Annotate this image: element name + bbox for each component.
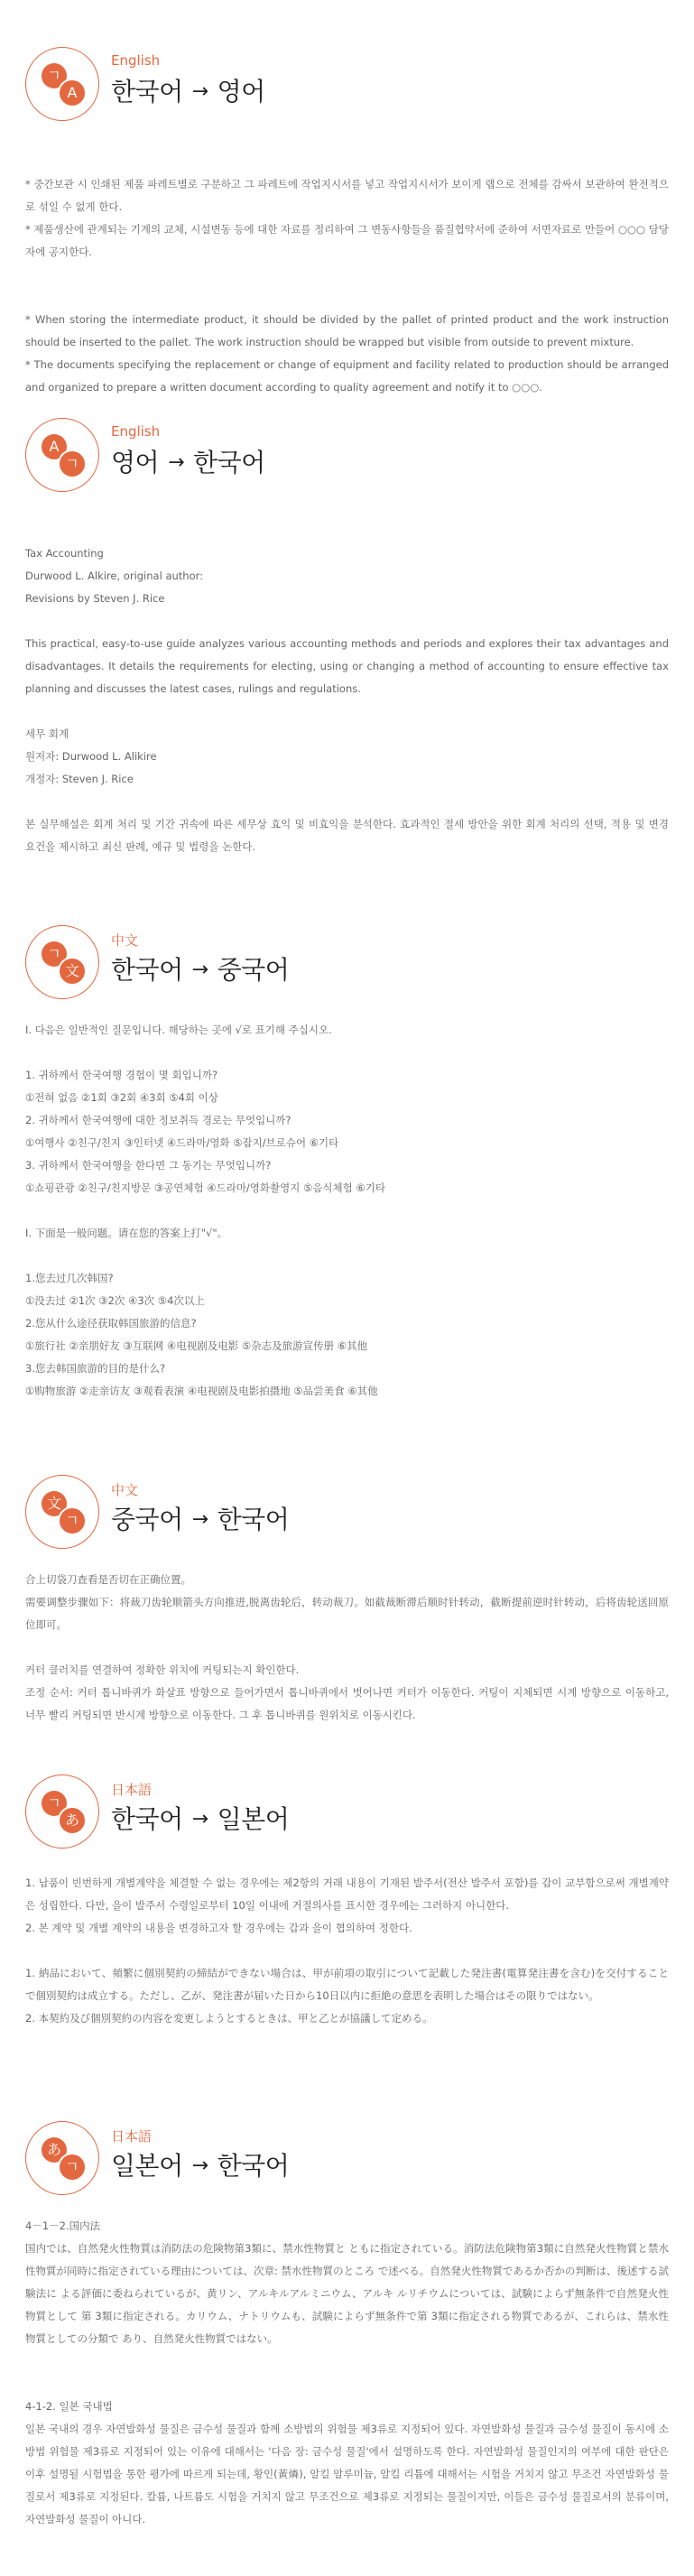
- sample-text: [25, 173, 669, 399]
- target-language: 중국어: [217, 955, 290, 985]
- direction-title: [111, 72, 265, 108]
- text-line: 2. 本契約及び個別契約の内容を変更しようとするときは、甲と乙とが協議して定める。: [25, 2012, 433, 2025]
- source-lang-glyph: ㄱ: [42, 1791, 67, 1816]
- sample-text: [25, 1569, 669, 1727]
- arrow-right-icon: →: [191, 959, 208, 981]
- text-line: * When storing the intermediate product, it should be divided by the pallet of printed product and the work instruction should be inserted to the pallet. The work instruction should be wrapped but visible from outside to prevent mixture.: [25, 313, 669, 348]
- target-language: 한국어: [217, 1505, 290, 1534]
- text-line: Revisions by Steven J. Rice: [25, 592, 165, 605]
- section-en-ko: [25, 418, 669, 858]
- section-header: [25, 47, 669, 128]
- arrow-right-icon: →: [191, 1508, 208, 1531]
- text-line: 国内では、自然発火性物質は消防法の危険物第3類に、禁水性物質と ともに指定されている。消防法危険物第3類に自然発火性物質と禁水性物質が同時に指定されている理由については、次章: 禁水性物質のところ で述べる。自然発火性物質であるか否かの判断は、後述する試験法に よる評価に委ねられているが、黄リン、アルキルアルミニウム、アルキ ルリチウムについては、試験によらず無条件で自然発火性物質として 第 3類に指定される。カリウム、ナトリウムも、試験によらず無条件で第 3類に指定される物質であるが、これらは、禁水性物質としての分類で あり、自然発火性物質ではない。: [25, 2242, 669, 2345]
- direction-title: [111, 1800, 289, 1836]
- source-language: 한국어: [111, 77, 183, 107]
- section-zh-ko: [25, 1475, 669, 1727]
- section-header: [25, 2121, 669, 2202]
- target-lang-glyph: A: [58, 79, 87, 107]
- direction-title: [111, 1500, 289, 1536]
- source-lang-glyph: 文: [42, 1491, 67, 1516]
- text-line: Durwood L. Alkire, original author:: [25, 570, 204, 582]
- direction-title: [111, 2146, 289, 2182]
- language-label: 日本語: [111, 2128, 153, 2145]
- text-line: 일본 국내의 경우 자연발화성 물질은 금수성 물질과 함께 소방법의 위험물 제3류로 지정되어 있다. 자연발화성 물질과 금수성 물질이 동시에 소방법 위험물 제3류로 지정되어 있는 이유에 대해서는 '다음 장: 금수성 물질'에서 설명하도록 한다. 자연발화성 물질인지의 여부에 대한 판단은 이후 설명될 시험법을 통한 평가에 따르게 되는데, 황인(黃燐), 알킬 알루미늄, 알킬 리튬에 대해서는 시험을 거치지 않고 무조건 자연발화성 물질로서 제3류로 지정된다. 칼륨, 나트륨도 시험을 거치지 않고 무조건으로 제3류로 지정되는 물질이지만, 이들은 금수성 물질로서의 분류이며, 자연발화성 물질이 아니다.: [25, 2423, 669, 2525]
- source-lang-glyph: ㄱ: [42, 941, 67, 967]
- section-header: [25, 418, 669, 499]
- language-pair-icon: [25, 1475, 99, 1549]
- text-line: 세무 회계: [25, 727, 69, 740]
- target-lang-glyph: 文: [58, 957, 87, 986]
- text-line: * The documents specifying the replacement or change of equipment and facility related to production should be arranged and organized to prepare a written document according to quality agreement and notify it to ○○○.: [25, 358, 669, 394]
- text-line: 2. 본 계약 및 개별 계약의 내용을 변경하고자 할 경우에는 갑과 을이 협의하여 정한다.: [25, 1922, 412, 1934]
- section-ko-ja: [25, 1774, 669, 2030]
- language-label: 日本語: [111, 1782, 153, 1798]
- text-line: ①쇼핑관광 ②친구/친지방문 ③공연체험 ④드라마/영화촬영지 ⑤음식체험 ⑥기타: [25, 1181, 385, 1194]
- target-lang-glyph: あ: [58, 1806, 87, 1835]
- text-line: ①旅行社 ②亲朋好友 ③互联网 ④电视剧及电影 ⑤杂志及旅游宣传册 ⑥其他: [25, 1339, 368, 1352]
- section-header: [25, 1774, 669, 1856]
- text-line: ①没去过 ②1次 ③2次 ④3次 ⑤4次以上: [25, 1294, 205, 1307]
- language-pair-icon: [25, 47, 99, 121]
- section-header: [25, 1475, 669, 1556]
- text-line: 合上切袋刀查看是否切在正确位置。: [25, 1573, 191, 1586]
- text-line: 2. 귀하께서 한국여행에 대한 정보취득 경로는 무엇입니까?: [25, 1114, 291, 1126]
- text-line: Ⅰ. 下面是一般问题。请在您的答案上打"√"。: [25, 1227, 228, 1239]
- text-line: 4-1-2. 일본 국내법: [25, 2400, 113, 2413]
- target-language: 일본어: [217, 1804, 290, 1834]
- text-line: * 제품생산에 관계되는 기계의 교체, 시설변동 등에 대한 자료를 정리하여 그 변동사항들을 품질협약서에 준하여 서면자료로 만들어 ○○○ 담당자에 공지한다.: [25, 223, 669, 258]
- text-line: 1. 納品において、頻繁に個別契約の締結ができない場合は、甲が前項の取引について記載した発注書(電算発注書を含む)を交付することで個別契約は成立する。ただし、乙が、発注書が届いた日から10日以内に拒絶の意思を表明した場合はその限りではない。: [25, 1967, 669, 2002]
- source-lang-glyph: A: [42, 434, 67, 459]
- language-pair-icon: [25, 418, 99, 492]
- text-line: 2.您从什么途径获取韩国旅游的信息?: [25, 1317, 197, 1330]
- target-lang-glyph: ㄱ: [58, 2153, 87, 2182]
- source-language: 한국어: [111, 955, 183, 985]
- target-lang-glyph: ㄱ: [58, 449, 87, 478]
- section-ko-zh: [25, 925, 669, 1403]
- text-line: 1.您去过几次韩国?: [25, 1272, 114, 1284]
- arrow-right-icon: →: [191, 80, 208, 103]
- language-label: 中文: [111, 1482, 139, 1498]
- text-line: ①购物旅游 ②走亲访友 ③观看表演 ④电视剧及电影拍摄地 ⑤品尝美食 ⑥其他: [25, 1385, 378, 1397]
- text-line: Tax Accounting: [25, 547, 104, 560]
- text-line: ①전혀 없음 ②1회 ③2회 ④3회 ⑤4회 이상: [25, 1091, 218, 1104]
- target-lang-glyph: ㄱ: [58, 1506, 87, 1535]
- section-ko-en: [25, 47, 669, 399]
- text-line: 본 실무해설은 회계 처리 및 기간 귀속에 따른 세무상 효익 및 비효익을 분석한다. 효과적인 절세 방안을 위한 회계 처리의 선택, 적용 및 변경 요건을 제시하고 최신 판례, 예규 및 법령을 논한다.: [25, 818, 669, 853]
- target-language: 한국어: [217, 2151, 290, 2181]
- language-pair-icon: [25, 2121, 99, 2195]
- direction-title: [111, 443, 265, 479]
- arrow-right-icon: →: [168, 451, 185, 474]
- text-line: 1. 납품이 빈번하게 개별계약을 체결할 수 없는 경우에는 제2항의 거래 내용이 기재된 발주서(전산 발주서 포함)를 갑이 교부함으로써 개별계약은 성립한다. 다만, 을이 발주서 수령일로부터 10일 이내에 거절의사를 표시한 경우에는 그러하지 아니한다.: [25, 1876, 669, 1912]
- source-language: 중국어: [111, 1505, 183, 1534]
- text-line: 원저자: Durwood L. Alikire: [25, 750, 157, 763]
- source-lang-glyph: あ: [42, 2137, 67, 2163]
- text-line: 3.您去韩国旅游的目的是什么?: [25, 1362, 166, 1375]
- target-language: 한국어: [193, 448, 265, 477]
- language-pair-icon: [25, 925, 99, 999]
- text-line: 개정자: Steven J. Rice: [25, 773, 134, 785]
- language-pair-icon: [25, 1774, 99, 1849]
- target-language: 영어: [217, 77, 265, 107]
- arrow-right-icon: →: [191, 1808, 208, 1830]
- direction-title: [111, 950, 289, 987]
- sample-text: [25, 1019, 669, 1403]
- language-label: 中文: [111, 932, 139, 949]
- text-line: ①여행사 ②친구/친지 ③인터넷 ④드라마/영화 ⑤잡지/브로슈어 ⑥기타: [25, 1136, 339, 1149]
- source-language: 일본어: [111, 2151, 183, 2181]
- sample-text: [25, 542, 669, 858]
- section-header: [25, 925, 669, 1006]
- text-line: 커터 클러치를 연결하여 정확한 위치에 커팅되는지 확인한다.: [25, 1663, 300, 1676]
- text-line: * 중간보관 시 인쇄된 제품 파레트별로 구분하고 그 파레트에 작업지시서를 넣고 작업지시서가 보이게 랩으로 전체를 감싸서 보관하여 완전적으로 섞일 수 없게 한다.: [25, 178, 669, 213]
- text-line: Ⅰ. 다음은 일반적인 질문입니다. 해당하는 곳에 √로 표기해 주십시오.: [25, 1024, 332, 1036]
- text-line: 需要调整步骤如下：将裁刀齿轮顺箭头方向推进,脱离齿轮后，转动裁刀。如截裁断滞后顺时针转动，截断提前逆时针转动，后将齿轮送回原位即可。: [25, 1596, 669, 1631]
- source-language: 한국어: [111, 1804, 183, 1834]
- source-lang-glyph: ㄱ: [42, 63, 67, 88]
- language-label: English: [111, 423, 161, 440]
- text-line: This practical, easy-to-use guide analyzes various accounting methods and periods and explores their tax advantages and disadvantages. It details the requirements for electing, using or changing a method of accounting to ensure effective tax planning and discusses the latest cases, rulings and regulations.: [25, 637, 669, 695]
- source-language: 영어: [111, 448, 160, 477]
- text-line: 4－1－2.国内法: [25, 2219, 101, 2232]
- language-label: English: [111, 52, 161, 69]
- sample-text: [25, 1872, 669, 2030]
- arrow-right-icon: →: [191, 2154, 208, 2177]
- sample-text: [25, 2215, 669, 2531]
- text-line: 3. 귀하께서 한국여행을 한다면 그 동기는 무엇입니까?: [25, 1159, 272, 1172]
- text-line: 조정 순서: 커터 톱니바퀴가 화살표 방향으로 들어가면서 톱니바퀴에서 벗어나면 커터가 이동한다. 커팅이 지체되면 시계 방향으로 이동하고, 너무 빨리 커팅되면 반시계 방향으로 이동한다. 그 후 톱니바퀴를 원위치로 이동시킨다.: [25, 1686, 669, 1721]
- text-line: 1. 귀하께서 한국여행 경험이 몇 회입니까?: [25, 1069, 218, 1081]
- section-ja-ko: [25, 2121, 669, 2531]
